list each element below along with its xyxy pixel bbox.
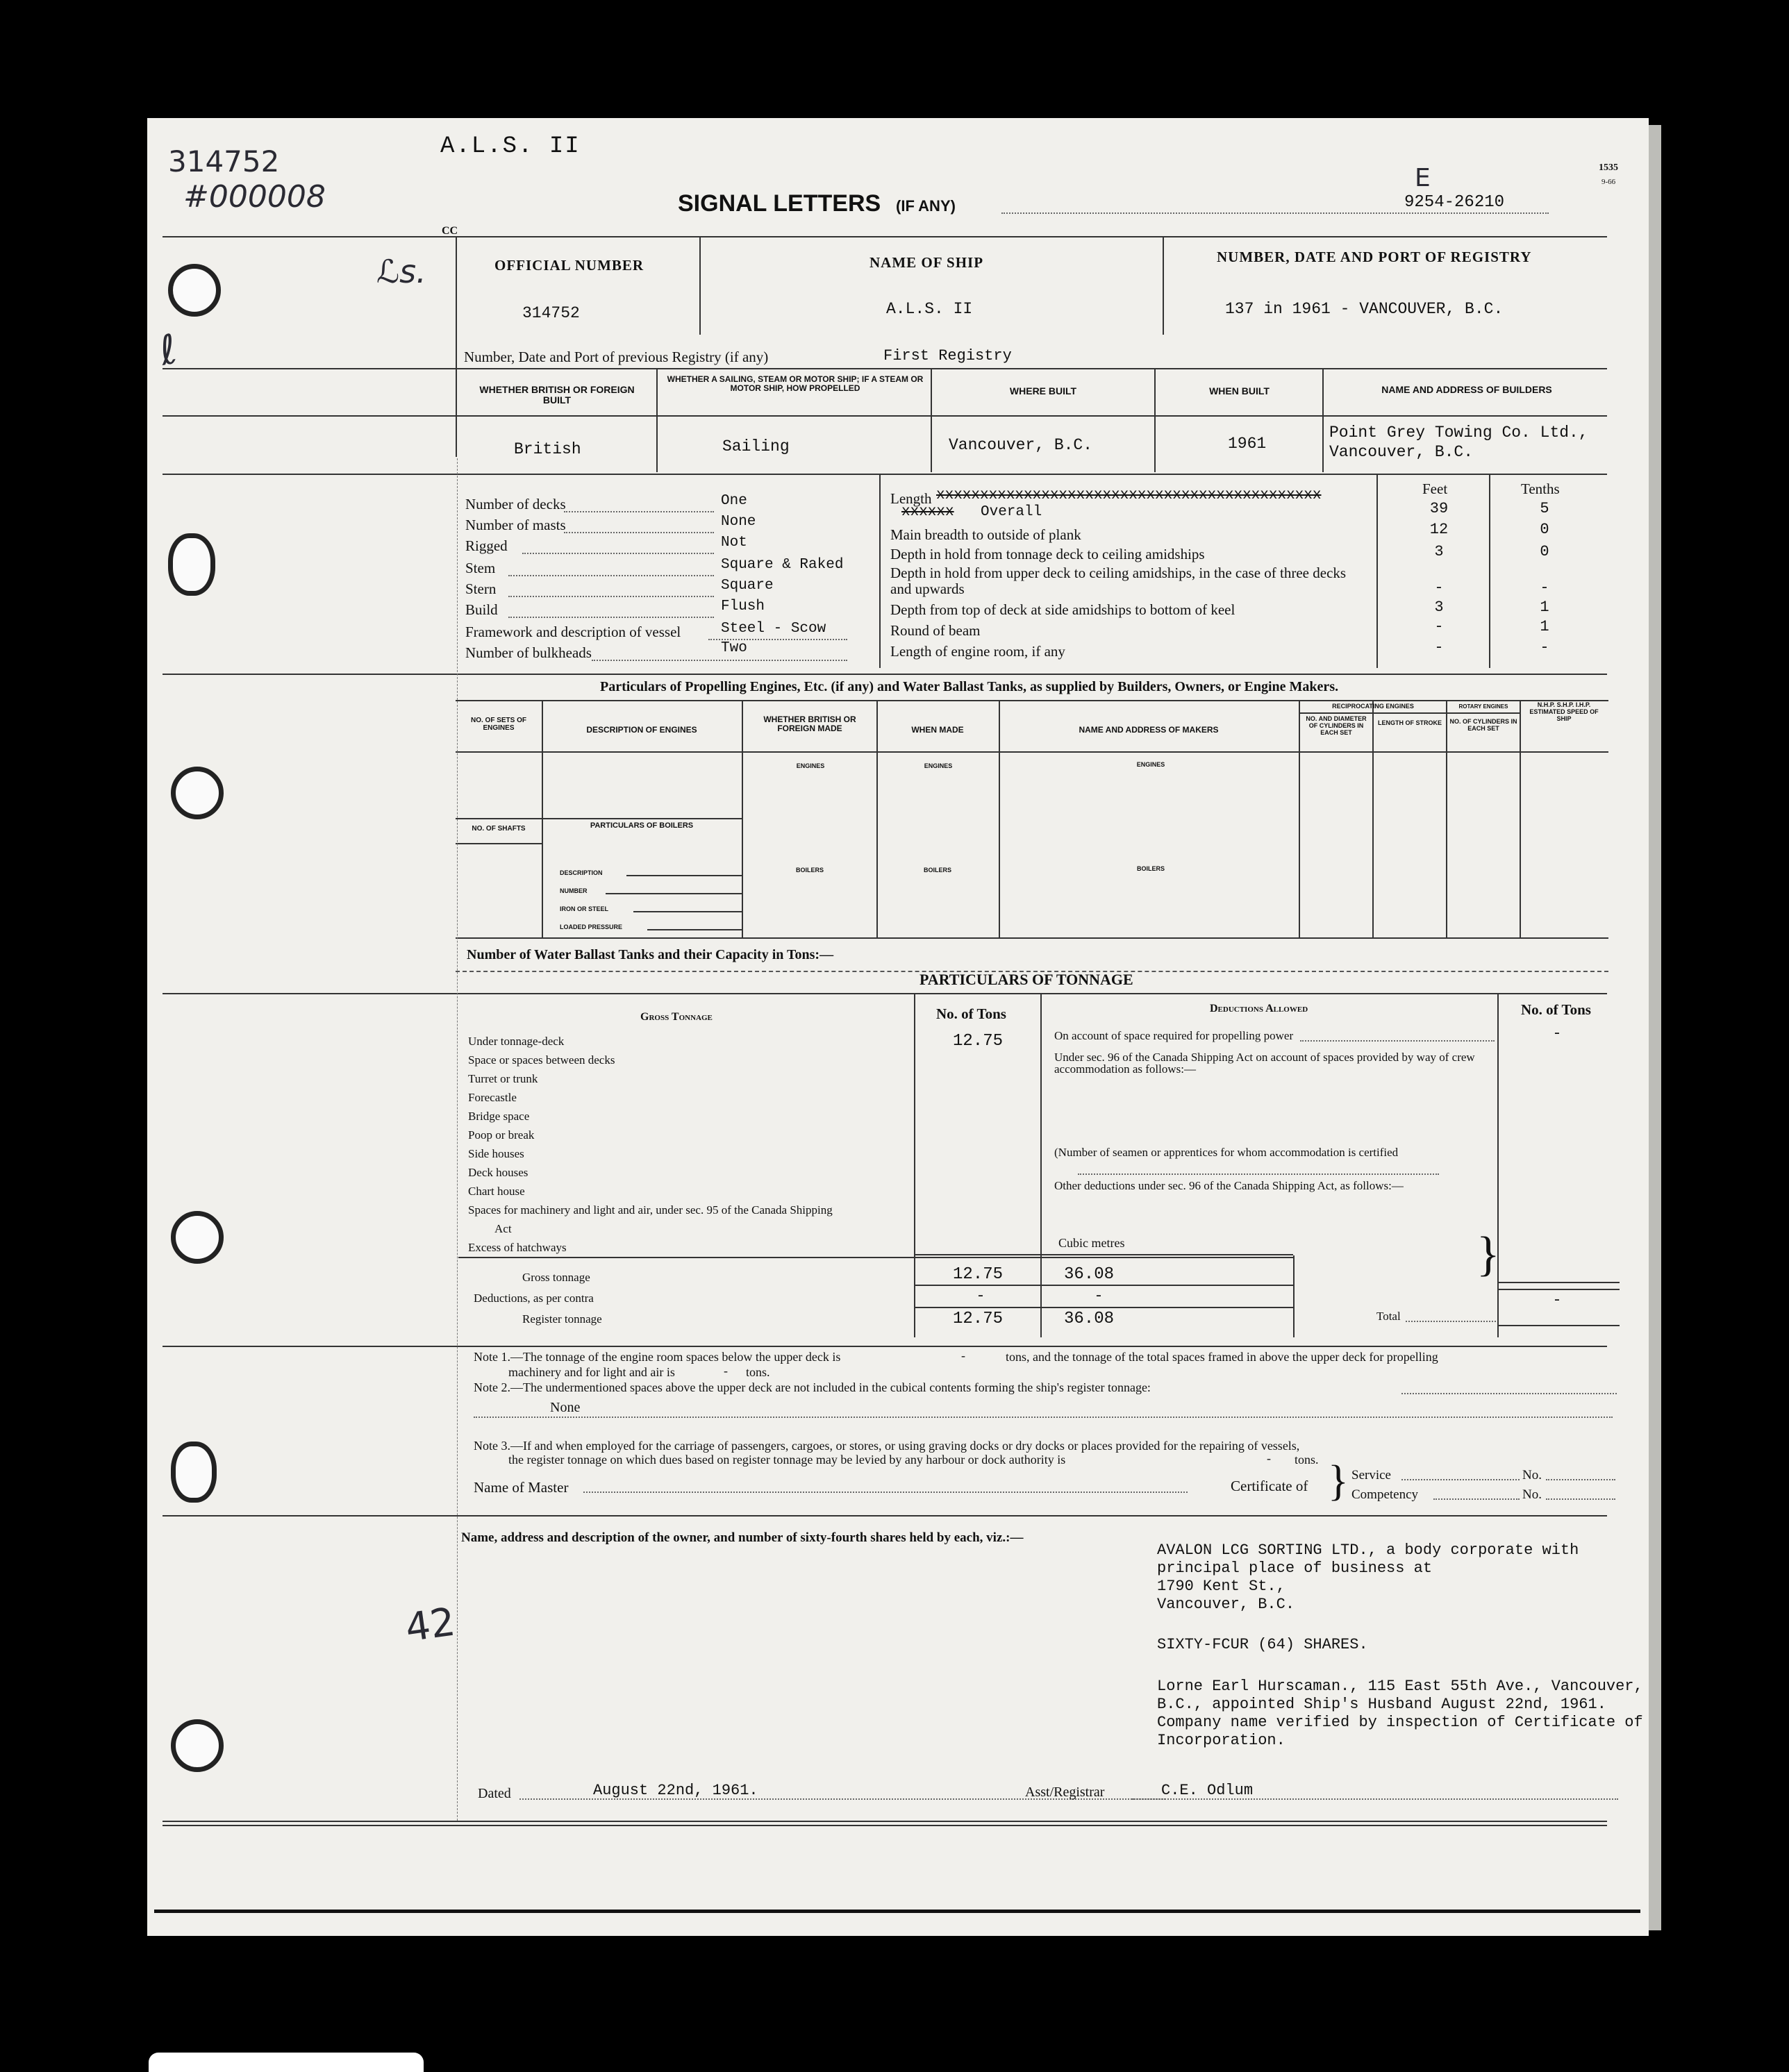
col-cylinders: NO. OF CYLINDERS IN EACH SET [1449, 718, 1517, 732]
british-built-label: WHETHER BRITISH OR FOREIGN BUILT [479, 384, 635, 406]
deduction-other: Other deductions under sec. 96 of the Canada Shipping Act, as follows:— [1054, 1179, 1404, 1192]
binder-hole-icon [171, 1442, 217, 1503]
ballast-tanks-label: Number of Water Ballast Tanks and their Capacity in Tons:— [467, 947, 834, 962]
col-cylinder-diameter: NO. AND DIAMETER OF CYLINDERS IN EACH SET [1306, 715, 1367, 736]
deductions-label: Deductions, as per contra [474, 1292, 594, 1305]
gross-item: Deck houses [468, 1166, 529, 1179]
propelled-label: WHETHER A SAILING, STEAM OR MOTOR SHIP; IF A STEAM OR MOTOR SHIP, HOW PROPELLED [667, 374, 924, 393]
particular-value: Square & Raked [721, 557, 844, 573]
brace-mark: } [1476, 1228, 1500, 1281]
binder-hole-icon [171, 767, 224, 819]
competency-label: Competency [1351, 1487, 1419, 1502]
binder-hole-icon [171, 1211, 224, 1264]
tonnage-title: PARTICULARS OF TONNAGE [920, 971, 1133, 988]
competency-no-label: No. [1522, 1487, 1542, 1502]
gross-item: Side houses [468, 1147, 524, 1160]
handwritten-mark: E [1415, 164, 1431, 192]
particular-value: Square [721, 578, 774, 594]
boiler-iron-steel-label: IRON OR STEEL [560, 905, 609, 912]
service-label: Service [1351, 1468, 1391, 1482]
bottom-rule [154, 1910, 1640, 1913]
feet-label: Feet [1422, 481, 1448, 497]
particular-value: One [721, 493, 747, 509]
register-cubic: 36.08 [1064, 1310, 1115, 1328]
owner-line: principal place of business at [1157, 1560, 1433, 1577]
where-built-label: WHERE BUILT [1009, 385, 1077, 396]
cubic-metres-label: Cubic metres [1058, 1236, 1125, 1250]
particular-label: Rigged [465, 537, 508, 554]
col-horse-power: N.H.P. S.H.P. I.H.P. ESTIMATED SPEED OF SHIP [1529, 701, 1599, 722]
tenths-label: Tenths [1521, 481, 1560, 497]
length-feet: 39 [1429, 500, 1449, 517]
deductions-cubic: - [1094, 1287, 1104, 1305]
dimension-tenths: 0 [1540, 543, 1549, 560]
husband-line: Lorne Earl Hurscaman., 115 East 55th Ave., Vancouver, [1157, 1678, 1643, 1695]
length-sub-struck: xxxxxx [901, 504, 954, 520]
particular-label: Number of decks [465, 496, 566, 512]
particular-label: Number of masts [465, 517, 566, 533]
note-2: Note 2.—The undermentioned spaces above the upper deck are not included in the cubical contents forming the ship's register tonnage: [474, 1380, 1151, 1394]
particular-label: Stem [465, 560, 496, 576]
boilers-title: PARTICULARS OF BOILERS [590, 821, 694, 830]
when-built-value: 1961 [1228, 435, 1267, 453]
gross-tons: 12.75 [953, 1265, 1004, 1284]
gross-item: Excess of hatchways [468, 1241, 567, 1254]
note-1-a: Note 1.—The tonnage of the engine room spaces below the upper deck is [474, 1350, 841, 1364]
builders-label: NAME AND ADDRESS OF BUILDERS [1381, 384, 1552, 395]
signal-dotted-line [1001, 212, 1549, 214]
col-when-made: WHEN MADE [911, 725, 964, 735]
particular-value: Two [721, 640, 747, 656]
length-tenths: 5 [1540, 500, 1549, 517]
col-description-of-engines: DESCRIPTION OF ENGINES [586, 725, 697, 735]
gross-cubic: 36.08 [1064, 1265, 1115, 1284]
boilers-word-makers: BOILERS [1136, 865, 1165, 872]
name-of-ship-value: A.L.S. II [886, 300, 973, 318]
handwritten-margin-number: 42 [402, 1599, 458, 1651]
particular-label: Framework and description of vessel [465, 624, 681, 640]
handwritten-initials: ℒs. [376, 253, 426, 290]
under-deck-tons: 12.75 [953, 1032, 1004, 1051]
gross-item: Turret or trunk [468, 1072, 538, 1085]
dimension-label: Round of beam [890, 622, 981, 639]
binder-hole-icon [168, 533, 215, 596]
particular-value: Steel - Scow [721, 621, 826, 637]
husband-line: Company name verified by inspection of Certificate of [1157, 1714, 1643, 1731]
propelled-value: Sailing [722, 437, 790, 456]
registrar-value: C.E. Odlum [1161, 1782, 1254, 1799]
ship-title-top: A.L.S. II [440, 133, 581, 160]
registry-label: NUMBER, DATE AND PORT OF REGISTRY [1217, 249, 1532, 265]
note-1-value-2: - [724, 1364, 728, 1378]
owner-line: Vancouver, B.C. [1157, 1596, 1295, 1613]
dimension-feet: - [1434, 618, 1444, 635]
builders-line-2: Vancouver, B.C. [1329, 443, 1474, 461]
boiler-description-label: DESCRIPTION [560, 869, 603, 876]
gross-item: Bridge space [468, 1110, 530, 1123]
boiler-loaded-pressure-label: LOADED PRESSURE [560, 924, 623, 930]
dated-label: Dated [478, 1786, 511, 1801]
where-built-value: Vancouver, B.C. [949, 436, 1093, 454]
certificate-label: Certificate of [1231, 1478, 1308, 1494]
form-code-sub: 9-66 [1601, 178, 1616, 186]
official-number-value: 314752 [522, 304, 580, 322]
registrar-label: Asst/Registrar [1025, 1785, 1105, 1800]
when-built-label: WHEN BUILT [1209, 385, 1270, 396]
dimension-tenths: - [1540, 639, 1549, 656]
name-of-ship-label: NAME OF SHIP [869, 254, 984, 271]
register-document [147, 118, 1649, 1936]
signal-letters-label: SIGNAL LETTERS [678, 190, 881, 217]
note-3-c: tons. [1295, 1453, 1319, 1467]
handwritten-tick: ℓ [155, 325, 181, 375]
boilers-word-when: BOILERS [923, 867, 951, 874]
dimension-tenths: 1 [1540, 618, 1549, 635]
previous-registry-label: Number, Date and Port of previous Registry (if any) [464, 349, 769, 365]
particular-value: Not [721, 535, 747, 551]
length-struck-text: xxxxxxxxxxxxxxxxxxxxxxxxxxxxxxxxxxxxxxxxxxxx [936, 487, 1322, 503]
note-1-value: - [961, 1348, 965, 1362]
deduction-seamen: (Number of seamen or apprentices for whom accommodation is certified [1054, 1146, 1399, 1159]
dimension-label: Depth in hold from upper deck to ceiling amidships, in the case of three decks and upwards [890, 565, 1347, 597]
engines-title: Particulars of Propelling Engines, Etc. (if any) and Water Ballast Tanks, as supplied by Builders, Owners, or Engine Makers. [600, 679, 1339, 694]
owner-shares: SIXTY-FCUR (64) SHARES. [1157, 1636, 1368, 1653]
master-label: Name of Master [474, 1479, 569, 1496]
signal-letters-value: 9254-26210 [1404, 193, 1505, 212]
particular-value: Flush [721, 599, 765, 615]
gross-tonnage-header: Gross Tonnage [640, 1011, 713, 1023]
dimension-feet: - [1434, 579, 1444, 596]
register-tons: 12.75 [953, 1310, 1004, 1328]
owner-line: AVALON LCG SORTING LTD., a body corporate with [1157, 1542, 1579, 1559]
dimension-label: Main breadth to outside of plank [890, 526, 1081, 543]
binder-hole-icon [168, 264, 221, 317]
owner-line: 1790 Kent St., [1157, 1578, 1285, 1595]
husband-line: B.C., appointed Ship's Husband August 22nd, 1961. [1157, 1696, 1606, 1713]
gross-item: Space or spaces between decks [468, 1053, 615, 1067]
length-label: Length [890, 490, 932, 507]
note-3-a: Note 3.—If and when employed for the carriage of passengers, cargoes, or stores, or using graving docks or dry docks or places provided for the repairing of vessels, [474, 1439, 1300, 1453]
gross-item: Spaces for machinery and light and air, under sec. 95 of the Canada Shipping [468, 1203, 833, 1217]
certificate-brace: } [1328, 1457, 1349, 1505]
gross-item: Chart house [468, 1185, 525, 1198]
deduction-propelling: On account of space required for propelling power [1054, 1029, 1294, 1042]
col-rotary: ROTARY ENGINES [1458, 703, 1508, 710]
register-tonnage-label: Register tonnage [522, 1312, 602, 1326]
gross-tonnage-label: Gross tonnage [522, 1271, 590, 1284]
binder-hole-icon [171, 1719, 224, 1772]
previous-registry-value: First Registry [883, 347, 1012, 365]
deduction-crew: Under sec. 96 of the Canada Shipping Act on account of spaces provided by way of crew accommodation as follows:— [1054, 1051, 1475, 1076]
note-1-c: machinery and for light and air is [508, 1365, 675, 1379]
gross-item: Under tonnage-deck [468, 1035, 565, 1048]
dimension-feet: - [1434, 639, 1444, 656]
british-built-value: British [514, 440, 581, 458]
boiler-number-label: NUMBER [560, 887, 588, 894]
handwritten-hash-number: #000008 [183, 179, 326, 215]
note-3-value: - [1267, 1451, 1271, 1465]
total-value: - [1552, 1292, 1562, 1309]
dimension-tenths: 1 [1540, 599, 1549, 616]
dimension-label: Depth in hold from tonnage deck to ceiling amidships [890, 546, 1205, 562]
white-tab [149, 2053, 424, 2072]
particular-label: Build [465, 601, 498, 618]
form-code: 1535 [1599, 162, 1618, 173]
dimension-feet: 12 [1429, 521, 1449, 538]
deductions-tons: - [976, 1287, 985, 1305]
dimension-label: Length of engine room, if any [890, 643, 1065, 660]
handwritten-number: 314752 [168, 144, 280, 178]
dimension-feet: 3 [1434, 599, 1444, 616]
deductions-header: Deductions Allowed [1210, 1003, 1308, 1014]
dated-value: August 22nd, 1961. [593, 1782, 758, 1799]
cc-mark: CC [442, 225, 458, 237]
col-sets-of-engines: NO. OF SETS OF ENGINES [470, 717, 526, 732]
col-british-made: WHETHER BRITISH OR FOREIGN MADE [763, 715, 856, 733]
no-of-tons-header-right: No. of Tons [1521, 1001, 1591, 1018]
note-1-d: tons. [746, 1365, 770, 1379]
service-no-label: No. [1522, 1468, 1542, 1482]
note-1-b: tons, and the tonnage of the total spaces framed in above the upper deck for propelling [1006, 1350, 1438, 1364]
official-number-label: OFFICIAL NUMBER [494, 257, 644, 274]
particular-value: None [721, 514, 756, 530]
length-overall: Overall [981, 504, 1042, 520]
shafts-label: NO. OF SHAFTS [472, 825, 526, 833]
deduction-tons: - [1552, 1025, 1562, 1042]
total-label: Total [1376, 1310, 1401, 1323]
dimension-tenths: - [1540, 579, 1549, 596]
registry-value: 137 in 1961 - VANCOUVER, B.C. [1225, 300, 1504, 318]
page-edge-shadow [1649, 125, 1661, 1930]
signal-letters-if-any: (IF ANY) [896, 197, 956, 215]
note-3-b: the register tonnage on which dues based on register tonnage may be levied by any harbour or dock authority is [508, 1453, 1066, 1467]
dimension-feet: 3 [1434, 543, 1444, 560]
col-length-of-stroke: LENGTH OF STROKE [1378, 719, 1442, 726]
boilers-word-british: BOILERS [795, 867, 824, 874]
particular-label: Number of bulkheads [465, 644, 592, 661]
no-of-tons-header: No. of Tons [936, 1005, 1006, 1022]
engines-word-when: ENGINES [924, 762, 953, 769]
dimension-tenths: 0 [1540, 521, 1549, 538]
gross-item: Forecastle [468, 1091, 517, 1104]
gross-item: Act [494, 1222, 512, 1235]
husband-line: Incorporation. [1157, 1732, 1285, 1749]
col-reciprocating: RECIPROCATING ENGINES [1332, 703, 1414, 710]
col-makers: NAME AND ADDRESS OF MAKERS [1079, 725, 1219, 735]
note-2-value: None [550, 1400, 581, 1415]
owner-label: Name, address and description of the owner, and number of sixty-fourth shares held by each, viz.:— [461, 1530, 1024, 1545]
builders-line-1: Point Grey Towing Co. Ltd., [1329, 424, 1588, 442]
engines-word-british: ENGINES [796, 762, 825, 769]
gross-item: Poop or break [468, 1128, 535, 1142]
dimension-label: Depth from top of deck at side amidships to bottom of keel [890, 601, 1235, 618]
particular-label: Stern [465, 580, 497, 597]
engines-word-makers: ENGINES [1136, 761, 1165, 768]
